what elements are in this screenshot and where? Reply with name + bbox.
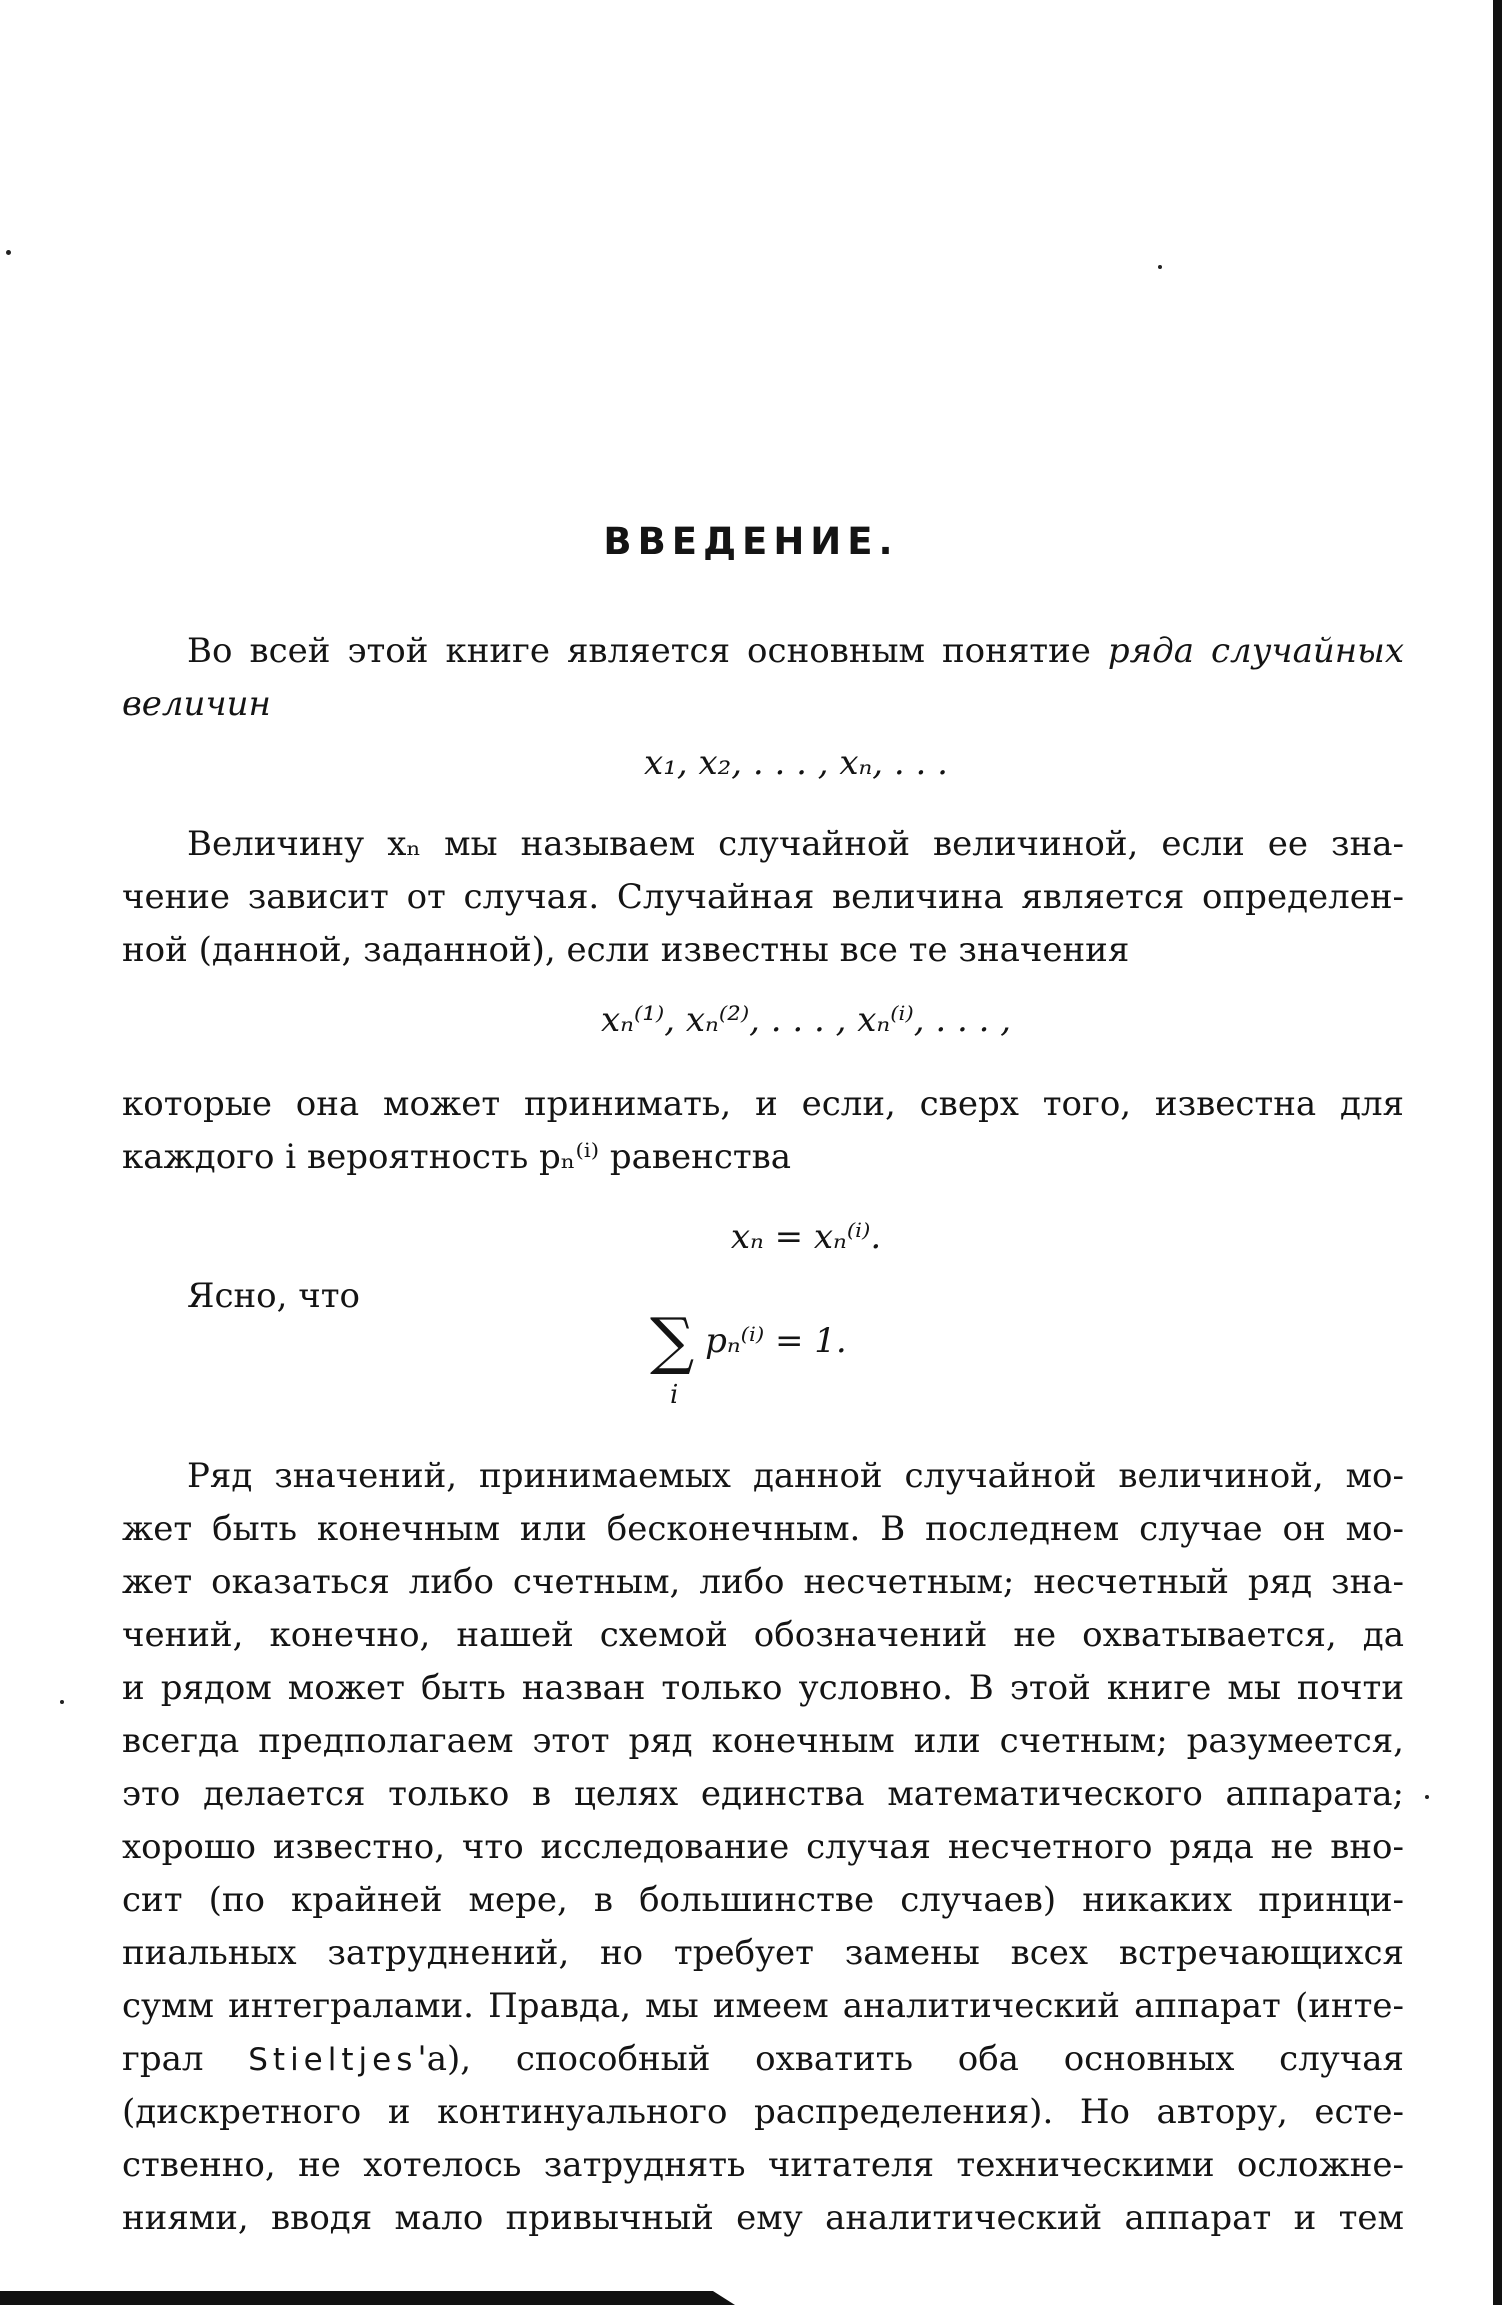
scan-speck <box>60 1700 64 1704</box>
clear-that-text: Ясно, что <box>187 1276 361 1316</box>
sum-body: pₙ⁽ⁱ⁾ = 1. <box>705 1321 847 1361</box>
scan-bottom-edge <box>0 2291 735 2305</box>
body-line: Ряд значений, принимаемых данной случайной величиной, мо- <box>187 1456 1404 1496</box>
formula-equality: xₙ = xₙ⁽ⁱ⁾. <box>730 1217 882 1257</box>
body-line: и рядом может быть назван только условно. В этой книге мы почти <box>122 1668 1404 1708</box>
formula-sum <box>650 1304 847 1410</box>
body-line: ственно, не хотелось затруднять читателя техническими осложне- <box>122 2145 1404 2185</box>
definition-line-1: Величину xₙ мы называем случайной величиной, если ее зна- <box>187 824 1404 864</box>
scan-speck <box>1425 1795 1429 1799</box>
body-line: жет быть конечным или бесконечным. В последнем случае он мо- <box>122 1509 1404 1549</box>
sigma-symbol: ∑ <box>650 1304 695 1377</box>
sum-index: i <box>670 1380 679 1410</box>
definition-line-2: чение зависит от случая. Случайная величина является определен- <box>122 877 1404 917</box>
body-line: хорошо известно, что исследование случая несчетного ряда не вно- <box>122 1827 1404 1867</box>
body-line: чений, конечно, нашей схемой обозначений не охватывается, да <box>122 1615 1404 1655</box>
intro-line-1: Во всей этой книге является основным понятие ряда случайных <box>187 631 1404 671</box>
body-line: это делается только в целях единства математического аппарата; <box>122 1774 1404 1814</box>
chapter-heading: ВВЕДЕНИЕ. <box>603 520 899 563</box>
definition-line-3: ной (данной, заданной), если известны все те значения <box>122 930 1130 970</box>
body-line: ниями, вводя мало привычный ему аналитический аппарат и тем <box>122 2198 1404 2238</box>
body-line: пиальных затруднений, но требует замены всех встречающихся <box>122 1933 1404 1973</box>
body-line: сумм интегралами. Правда, мы имеем аналитический аппарат (инте- <box>122 1986 1404 2026</box>
body-line: сит (по крайней мере, в большинстве случаев) никаких принци- <box>122 1880 1404 1920</box>
formula-values: xₙ⁽¹⁾, xₙ⁽²⁾, . . . , xₙ⁽ⁱ⁾, . . . , <box>600 1000 1012 1040</box>
formula-sequence: x₁, x₂, . . . , xₙ, . . . <box>644 743 948 783</box>
body-line: жет оказаться либо счетным, либо несчетным; несчетный ряд зна- <box>122 1562 1404 1602</box>
body-line: (дискретного и континуального распределения). Но автору, есте- <box>122 2092 1404 2132</box>
page-edge-shadow <box>1493 0 1502 2305</box>
body-line-stieltjes: грал Stieltjes'a), способный охватить оба основных случая <box>122 2039 1404 2079</box>
which-line-1: которые она может принимать, и если, сверх того, известна для <box>122 1084 1404 1124</box>
body-line: всегда предполагаем этот ряд конечным или счетным; разумеется, <box>122 1721 1404 1761</box>
intro-line-2: величин <box>122 684 271 724</box>
which-line-2: каждого i вероятность pₙ⁽ⁱ⁾ равенства <box>122 1137 792 1177</box>
scan-speck <box>6 250 11 255</box>
scan-speck <box>1158 265 1162 269</box>
